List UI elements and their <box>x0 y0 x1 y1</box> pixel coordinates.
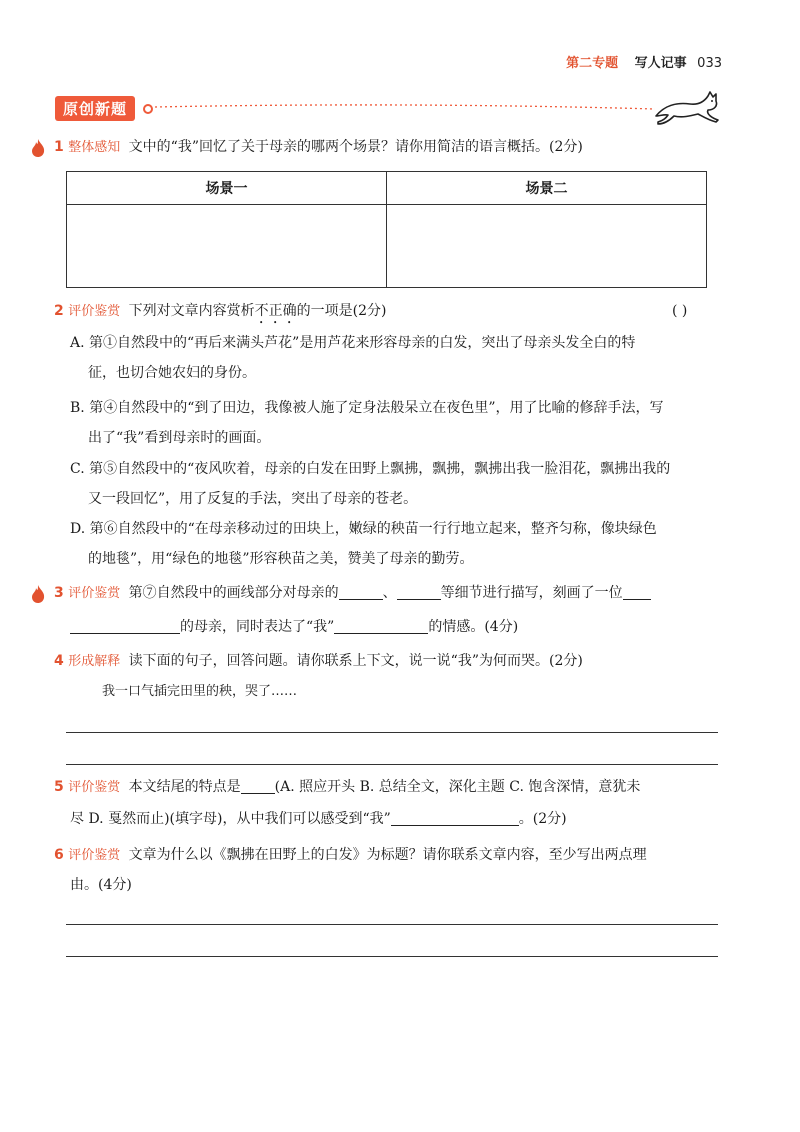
difficulty-flame-icon <box>30 138 46 158</box>
question-4 <box>54 646 734 677</box>
question-text: 本文结尾的特点是 <box>128 779 241 795</box>
question-text-3: 尽 D. 戛然而止)(填字母)，从中我们可以感受到“我” <box>70 811 391 827</box>
blank-choice[interactable] <box>241 777 275 794</box>
question-3 <box>54 578 734 609</box>
banner-dot-icon <box>143 104 153 114</box>
section-banner: 原创新题 <box>55 96 135 121</box>
question-text-2: 等细节进行描写，刻画了一位 <box>440 585 623 601</box>
question-number: 5 <box>54 779 64 795</box>
question-text-3: 的母亲，同时表达了“我” <box>180 619 335 635</box>
question-6 <box>54 840 734 871</box>
question-number: 2 <box>54 303 64 319</box>
option-d <box>70 514 720 574</box>
question-text-4: 的情感。(4分) <box>428 619 519 635</box>
question-number: 6 <box>54 847 64 863</box>
blank-3[interactable] <box>623 583 651 600</box>
running-cat-icon <box>652 88 722 128</box>
question-text: 第⑦自然段中的画线部分对母亲的 <box>128 585 339 601</box>
question-tag: 评价鉴赏 <box>68 780 121 795</box>
option-c-line-2: 又一段回忆”，用了反复的手法，突出了母亲的苍老。 <box>88 491 418 507</box>
quoted-sentence: 我一口气插完田里的秧，哭了…… <box>102 684 298 699</box>
section-title: 写人记事 <box>634 56 687 71</box>
option-d-line-2: 的地毯”，用“绿色的地毯”形容秧苗之美，赞美了母亲的勤劳。 <box>88 551 474 567</box>
blank-2[interactable] <box>397 583 441 600</box>
question-number: 3 <box>54 585 64 601</box>
question-text: 文中的“我”回忆了关于母亲的哪两个场景？请你用简洁的语言概括。(2分) <box>128 139 583 155</box>
banner-dotted-line <box>155 100 655 114</box>
chapter-label: 第二专题 <box>566 56 619 71</box>
option-d-line-1: D. 第⑥自然段中的“在母亲移动过的田块上，嫩绿的秧苗一行行地立起来，整齐匀称，像块绿色 <box>70 521 657 537</box>
blank-4[interactable] <box>70 617 180 634</box>
separator: 、 <box>382 585 397 601</box>
option-a <box>70 328 720 388</box>
question-tag: 形成解释 <box>68 654 121 669</box>
question-text: 下列对文章内容赏析 <box>128 303 255 319</box>
question-tag: 评价鉴赏 <box>68 586 121 601</box>
question-5-line-2 <box>70 804 730 834</box>
question-6-line-2: 由。(4分) <box>70 877 132 893</box>
question-text-end: 的一项是(2分) <box>296 303 387 319</box>
option-a-line-2: 征，也切合她农妇的身份。 <box>88 365 256 381</box>
question-number: 4 <box>54 653 64 669</box>
question-tag: 评价鉴赏 <box>68 304 121 319</box>
answer-line[interactable] <box>66 956 718 957</box>
question-tag: 评价鉴赏 <box>68 848 121 863</box>
scene-table <box>66 171 707 288</box>
question-tag: 整体感知 <box>68 140 121 155</box>
option-c-line-1: C. 第⑤自然段中的“夜风吹着，母亲的白发在田野上飘拂，飘拂，飘拂出我一脸泪花，飘拂出我的 <box>70 461 671 477</box>
scene-2-header: 场景二 <box>387 172 707 205</box>
page-number: 033 <box>697 56 722 71</box>
option-b <box>70 393 720 453</box>
scene-2-answer-cell[interactable] <box>387 205 707 288</box>
page-header <box>566 52 722 71</box>
option-b-line-2: 出了“我”看到母亲时的画面。 <box>88 430 271 446</box>
difficulty-flame-icon <box>30 584 46 604</box>
scene-1-header: 场景一 <box>67 172 387 205</box>
option-b-line-1: B. 第④自然段中的“到了田边，我像被人施了定身法般呆立在夜色里”，用了比喻的修辞手法，写 <box>70 400 664 416</box>
question-5 <box>54 772 734 803</box>
question-3-line-2 <box>70 612 730 642</box>
answer-line[interactable] <box>66 732 718 733</box>
question-text: 读下面的句子，回答问题。请你联系上下文，说一说“我”为何而哭。(2分) <box>128 653 583 669</box>
question-text-2: (A. 照应开头 B. 总结全文，深化主题 C. 饱含深情，意犹未 <box>274 779 641 795</box>
option-a-line-1: A. 第①自然段中的“再后来满头芦花”是用芦花来形容母亲的白发，突出了母亲头发全白的特 <box>70 335 636 351</box>
question-1 <box>54 132 734 163</box>
question-number: 1 <box>54 139 64 155</box>
answer-line[interactable] <box>66 924 718 925</box>
answer-line[interactable] <box>66 764 718 765</box>
option-c <box>70 454 720 514</box>
blank-5[interactable] <box>334 617 428 634</box>
blank-1[interactable] <box>339 583 383 600</box>
question-text-4: 。(2分) <box>518 811 567 827</box>
blank-feeling[interactable] <box>391 809 519 826</box>
emphasized-text: 不正确 <box>254 303 297 319</box>
question-2 <box>54 296 734 327</box>
scene-1-answer-cell[interactable] <box>67 205 387 288</box>
question-text: 文章为什么以《飘拂在田野上的白发》为标题？请你联系文章内容，至少写出两点理 <box>128 847 647 863</box>
answer-bracket[interactable]: ( ) <box>672 303 688 319</box>
